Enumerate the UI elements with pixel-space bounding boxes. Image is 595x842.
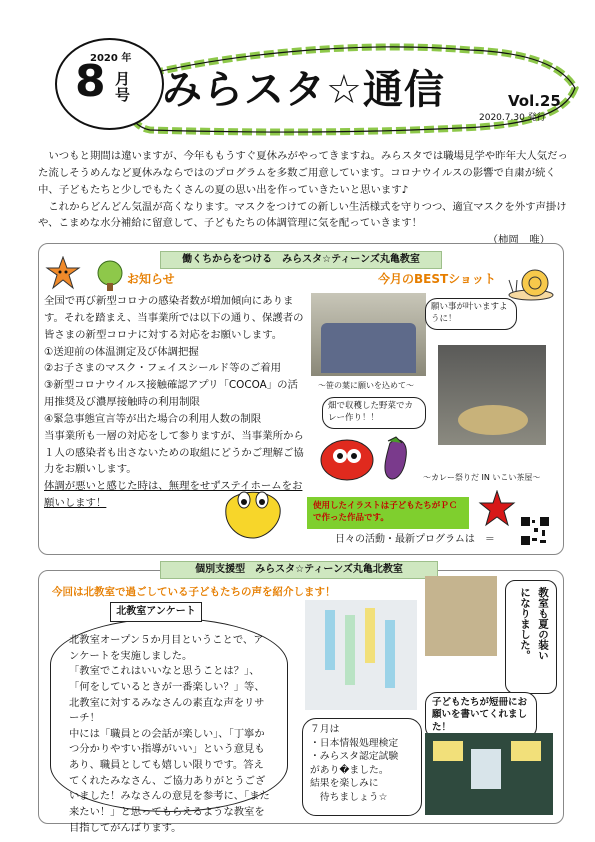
snail-icon	[505, 262, 555, 302]
notice-item-4: ④緊急事態宣言等が出た場合の利用人数の制限	[44, 412, 262, 425]
tanzaku-strip	[325, 610, 335, 670]
programs-link-text: 日々の活動・最新プログラムは ＝	[335, 534, 495, 545]
survey-label: 北教室アンケート	[110, 602, 202, 622]
qr-code-icon[interactable]	[520, 516, 550, 546]
notice-paragraph: 当事業所も一層の対応をして参りますが、当事業所から１人の感染者も出さないための取組にどうかご理解ご協力をお願いします。	[44, 429, 304, 476]
yellow-creature-icon	[218, 478, 288, 544]
board-sticker	[433, 741, 463, 761]
july-line: ７月は	[310, 724, 340, 735]
volume-number: Vol.25	[508, 92, 561, 110]
notice-paragraph: 全国で再び新型コロナの感染者数が増加傾向にあります。それを踏まえ、当事業所では以下の通り、保護者の皆さまの新型コロナに対する対応をお願いします。	[44, 295, 304, 341]
issue-month-label: 月号	[115, 70, 131, 104]
issue-year: 2020 年	[90, 53, 132, 64]
intro-signature: （柿岡 唯）	[487, 234, 550, 247]
tanzaku-strip	[345, 615, 355, 685]
section1-header: 働くちからをつける みらスタ☆ティーンズ丸亀教室	[160, 251, 442, 269]
july-exams-bubble	[302, 718, 422, 816]
curry-photo	[438, 345, 546, 445]
curry-bubble: 畑で収穫した野菜でカレー作り！！	[322, 397, 426, 429]
issue-date: 2020.7.30 発行	[479, 113, 546, 123]
board-sticker	[511, 741, 541, 761]
tanzaku-photo	[305, 600, 417, 710]
notice-underlined: 体調が悪いと感じた時は、無理をせずステイホームをお願いします！	[44, 480, 303, 510]
illustration-note: 使用したイラストは子どもたちがＰＣで作った作品です。	[307, 497, 469, 529]
classroom-deco-photo	[425, 576, 497, 656]
july-line: ・日本情報処理検定	[310, 737, 399, 749]
photo-pot	[458, 405, 528, 435]
red-creature-icon	[318, 432, 376, 484]
board-sticker	[471, 749, 501, 789]
summer-deco-line-2: になりました。	[519, 587, 531, 661]
curry-caption: ～カレー祭りだ IN いこい茶屋～	[423, 473, 541, 482]
tanzaku-strip	[385, 620, 395, 688]
notice-item-3: ③新型コロナウイルス接触確認アプリ「COCOA」の活用推奨及び濃厚接触時の利用制限	[44, 379, 298, 409]
survey-paragraph: 北教室オープン５か月目ということで、アンケートを実施しました。	[69, 634, 264, 662]
red-star-icon	[478, 490, 516, 528]
kids-tanzaku-bubble: 子どもたちが短冊にお願いを書いてくれました！	[425, 692, 537, 739]
tanabata-photo	[311, 293, 426, 376]
issue-badge	[55, 38, 164, 130]
survey-text	[50, 618, 288, 834]
best-shot-title: 今月のBESTショット	[378, 272, 496, 286]
summer-deco-bubble	[505, 580, 557, 694]
tree-icon	[95, 260, 125, 292]
eggplant-icon	[380, 435, 412, 485]
tanabata-caption: ～笹の葉に願いを込めて～	[318, 381, 414, 390]
intro-paragraph-1: いつもと期間は違いますが、今年ももうすぐ夏休みがやってきますね。みらスタでは職場見学や昨年大人気だった流しそうめんなど夏休みならではのプログラムを多数ご用意しています。コロナウイルスの影響で自粛が続く中、子どもたちと少しでもたくさんの夏の思い出を作っていきたいと思います♪	[38, 150, 568, 196]
notice-title: お知らせ	[127, 272, 175, 286]
july-line: 待ちましょう☆	[310, 791, 388, 803]
section2-header: 個別支援型 みらスタ☆ティーンズ丸亀北教室	[160, 561, 438, 579]
wish-bubble: 願い事が叶いますように！	[425, 298, 517, 330]
notice-item-2: ②お子さまのマスク・フェイスシールド等のご着用	[44, 362, 282, 375]
survey-paragraph: 「教室でこれはいいなと思うことは？」、「何をしているときが一番楽しい？」等、北教室に対するみなさんの素直な声をリサーチ！	[69, 665, 265, 725]
july-line: ・みらスタ認定試験	[310, 751, 399, 763]
notice-item-1: ①送迎前の体温測定及び体調把握	[44, 345, 199, 358]
tanzaku-strip	[365, 608, 375, 663]
survey-paragraph: 中には「職員との会話が楽しい」、「丁寧かつ分かりやすい指導がいい」という意見もあり、職員としても嬉しい限りです。答えてくれたみなさん、ご協力ありがとうございました！みなさんの意見を参考に、「また来たい！」と思ってもらえるような教室を目指してがんばります。	[69, 727, 270, 834]
issue-month-number: 8	[75, 56, 106, 107]
intro-text	[38, 148, 568, 249]
july-line: があり�ました。	[310, 764, 389, 776]
intro-paragraph-2: これからどんどん気温が高くなります。マスクをつけての新しい生活様式を守りつつ、適宜マスクを外す声掛けや、こまめな水分補給に留意して、子どもたちの体調管理に気を配っていきます！	[38, 200, 567, 230]
blackboard-photo	[425, 733, 553, 815]
summer-deco-line-1: 教室も夏の装い	[537, 587, 549, 661]
star-mascot-icon	[45, 256, 81, 290]
july-line: 結果を楽しみに	[310, 778, 379, 790]
photo-group	[321, 323, 416, 373]
section2-subtitle: 今回は北教室で過ごしている子どもたちの声を紹介します！	[52, 586, 336, 598]
newsletter-title: みらスタ☆通信	[162, 67, 445, 113]
